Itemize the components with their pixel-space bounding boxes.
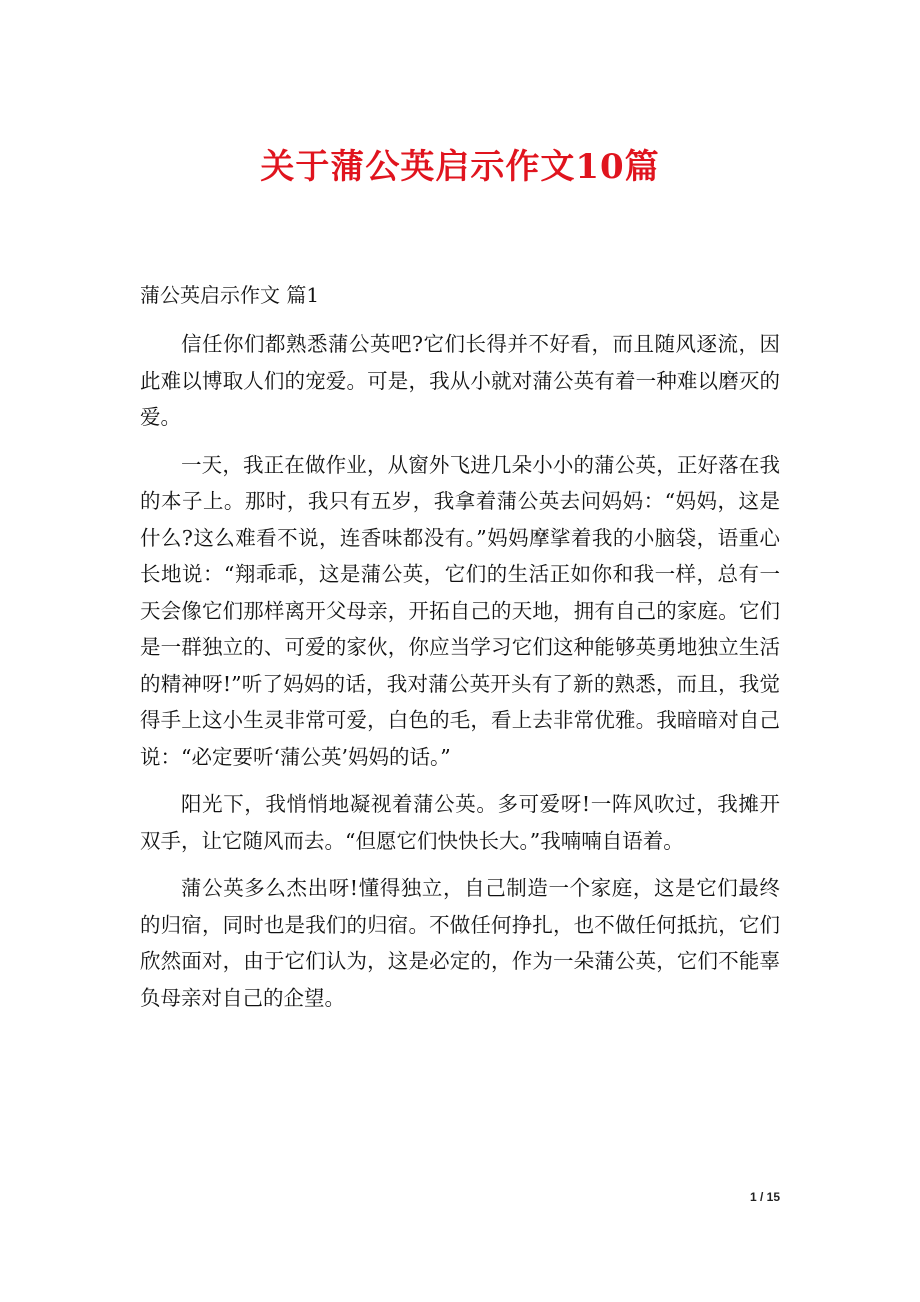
section-heading: 蒲公英启示作文 篇1 <box>140 283 320 307</box>
article-body <box>140 326 780 1027</box>
paragraph-3: 阳光下，我悄悄地凝视着蒲公英。多可爱呀!一阵风吹过，我摊开双手，让它随风而去。“但愿它们快快长大。”我喃喃自语着。 <box>140 792 780 853</box>
paragraph-4: 蒲公英多么杰出呀!懂得独立，自己制造一个家庭，这是它们最终的归宿，同时也是我们的归宿。不做任何挣扎，也不做任何抵抗，它们欣然面对，由于它们认为，这是必定的，作为一朵蒲公英，它们不能辜负母亲对自己的企望。 <box>140 876 780 1010</box>
paragraph-2: 一天，我正在做作业，从窗外飞进几朵小小的蒲公英，正好落在我的本子上。那时，我只有五岁，我拿着蒲公英去问妈妈：“妈妈，这是什么?这么难看不说，连香味都没有。”妈妈摩挲着我的小脑袋，语重心长地说：“翔乖乖，这是蒲公英，它们的生活正如你和我一样，总有一天会像它们那样离开父母亲，开拓自己的天地，拥有自己的家庭。它们是一群独立的、可爱的家伙，你应当学习它们这种能够英勇地独立生活的精神呀!”听了妈妈的话，我对蒲公英开头有了新的熟悉，而且，我觉得手上这小生灵非常可爱，白色的毛，看上去非常优雅。我暗暗对自己说：“必定要听‘蒲公英’妈妈的话。” <box>140 452 780 769</box>
page-number: 1 / 15 <box>749 1190 780 1204</box>
document-title: 关于蒲公英启示作文10篇 <box>260 147 660 187</box>
paragraph-1: 信任你们都熟悉蒲公英吧?它们长得并不好看，而且随风逐流，因此难以博取人们的宠爱。可是，我从小就对蒲公英有着一种难以磨灭的爱。 <box>140 332 780 429</box>
